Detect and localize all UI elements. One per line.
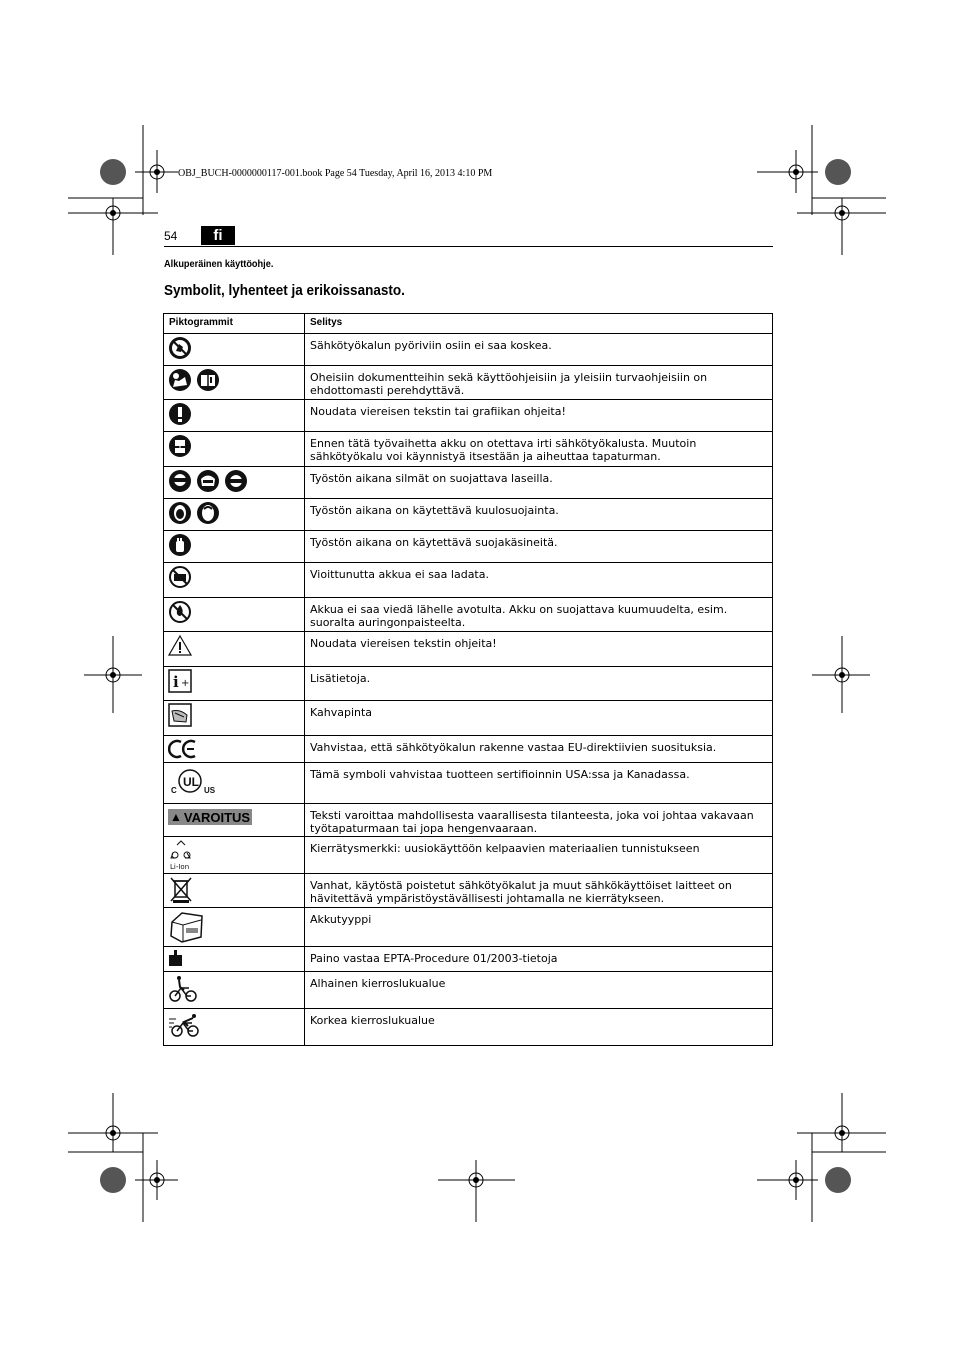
warning-triangle-icon <box>168 634 192 658</box>
explanation-cell: Oheisiin dokumentteihin sekä käyttöohjeisiin ja yleisiin turvaohjeisiin on ehdottomasti perehdyttävä. <box>305 366 773 400</box>
table-header-row <box>164 314 773 334</box>
li-ion-text: Li-Ion <box>170 863 190 871</box>
column-header-pictograms: Piktogrammit <box>164 314 305 334</box>
subheading: Alkuperäinen käyttöohje. <box>164 259 274 270</box>
pictogram-cell <box>164 972 305 1009</box>
warning-triangle-icon: ▲ <box>170 810 182 824</box>
no-touch-rotating-icon <box>168 336 192 360</box>
weee-bin-icon <box>168 876 194 904</box>
language-tab: fi <box>201 226 235 245</box>
pictogram-cell <box>164 874 305 908</box>
column-header-explanation: Selitys <box>305 314 773 334</box>
recycle-li-ion-icon <box>168 839 194 871</box>
manual-book-icon <box>196 368 220 392</box>
pictogram-cell <box>164 804 305 837</box>
explanation-cell: Työstön aikana silmät on suojattava laseilla. <box>305 467 773 499</box>
explanation-cell: Akkua ei saa viedä lähelle avotulta. Akku on suojattava kuumuudelta, esim. suoralta auringonpaisteelta. <box>305 598 773 632</box>
explanation-cell: Noudata viereisen tekstin tai grafiikan ohjeita! <box>305 400 773 432</box>
explanation-cell: Tämä symboli vahvistaa tuotteen sertifioinnin USA:ssa ja Kanadassa. <box>305 763 773 804</box>
explanation-cell: Teksti varoittaa mahdollisesta vaarallisesta tilanteesta, joka voi johtaa vakavaan työtapaturmaan tai jopa hengenvaaraan. <box>305 804 773 837</box>
table-row <box>164 874 773 908</box>
table-row <box>164 334 773 366</box>
explanation-cell: Kahvapinta <box>305 701 773 736</box>
gloves-icon <box>168 533 192 557</box>
page-title: Symbolit, lyhenteet ja erikoissanasto. <box>164 282 405 299</box>
symbols-table <box>163 313 773 1046</box>
explanation-cell: Ennen tätä työvaihetta akku on otettava irti sähkötyökalusta. Muutoin sähkötyökalu voi käynnistyä itsestään ja aiheuttaa tapaturman. <box>305 432 773 467</box>
table-row <box>164 667 773 701</box>
battery-pack-icon <box>168 910 204 944</box>
grip-surface-icon <box>168 703 192 727</box>
pictogram-cell <box>164 432 305 467</box>
table-row <box>164 366 773 400</box>
table-row <box>164 736 773 763</box>
table-row <box>164 701 773 736</box>
pictogram-cell <box>164 763 305 804</box>
table-row <box>164 763 773 804</box>
face-shield-icon <box>196 469 220 493</box>
info-plus-icon <box>168 669 192 693</box>
explanation-cell: Työstön aikana on käytettävä suojakäsineitä. <box>305 531 773 563</box>
pictogram-cell <box>164 499 305 531</box>
explanation-cell: Alhainen kierroslukualue <box>305 972 773 1009</box>
explanation-cell: Korkea kierroslukualue <box>305 1009 773 1046</box>
explanation-cell: Vahvistaa, että sähkötyökalun rakenne vastaa EU-direktiivien suosituksia. <box>305 736 773 763</box>
pictogram-cell <box>164 563 305 598</box>
varoitus-text: VAROITUS <box>183 809 251 825</box>
pictogram-cell <box>164 667 305 701</box>
page-number: 54 <box>164 229 178 243</box>
table-row <box>164 467 773 499</box>
exclamation-icon <box>168 402 192 426</box>
explanation-cell: Vanhat, käytöstä poistetut sähkötyökalut ja muut sähkökäyttöiset laitteet on hävitettävä ympäristöystävällisesti johtamalla ne kierrätykseen. <box>305 874 773 908</box>
pictogram-cell <box>164 531 305 563</box>
pictogram-cell <box>164 947 305 972</box>
explanation-cell: Akkutyyppi <box>305 908 773 947</box>
pictogram-cell <box>164 632 305 667</box>
eye-protection-icon <box>168 469 192 493</box>
svg-text:C: C <box>171 786 177 795</box>
pictogram-cell <box>164 598 305 632</box>
remove-battery-icon <box>168 434 192 458</box>
pictogram-cell <box>164 736 305 763</box>
explanation-cell: Vioittunutta akkua ei saa ladata. <box>305 563 773 598</box>
svg-text:UL: UL <box>183 775 199 789</box>
pictogram-cell <box>164 701 305 736</box>
explanation-cell: Paino vastaa EPTA-Procedure 01/2003-tietoja <box>305 947 773 972</box>
table-row <box>164 632 773 667</box>
ce-mark-icon <box>168 738 198 760</box>
table-row <box>164 837 773 874</box>
slow-bicycle-icon <box>168 974 198 1004</box>
no-fire-battery-icon <box>168 600 192 624</box>
explanation-cell: Lisätietoja. <box>305 667 773 701</box>
table-row <box>164 908 773 947</box>
ear-protection-icon <box>168 501 192 525</box>
pictogram-cell <box>164 467 305 499</box>
ear-muffs-icon <box>196 501 220 525</box>
explanation-cell: Kierrätysmerkki: uusiokäyttöön kelpaavien materiaalien tunnistukseen <box>305 837 773 874</box>
table-row <box>164 432 773 467</box>
svg-text:+: + <box>181 678 190 689</box>
table-row <box>164 972 773 1009</box>
table-row <box>164 1009 773 1046</box>
svg-text:i: i <box>173 673 179 691</box>
weight-icon <box>168 949 184 967</box>
svg-text:US: US <box>204 786 216 795</box>
ul-mark-icon <box>168 765 218 799</box>
safety-goggles-icon <box>224 469 248 493</box>
table-row <box>164 531 773 563</box>
varoitus-label <box>168 809 252 825</box>
print-info: OBJ_BUCH-0000000117-001.book Page 54 Tuesday, April 16, 2013 4:10 PM <box>178 168 493 179</box>
pictogram-cell <box>164 1009 305 1046</box>
pictogram-cell <box>164 334 305 366</box>
explanation-cell: Sähkötyökalun pyöriviin osiin ei saa koskea. <box>305 334 773 366</box>
pictogram-cell <box>164 400 305 432</box>
table-row <box>164 804 773 837</box>
pictogram-cell <box>164 837 305 874</box>
pictogram-cell <box>164 366 305 400</box>
table-row <box>164 947 773 972</box>
pictogram-cell <box>164 908 305 947</box>
table-row <box>164 400 773 432</box>
explanation-cell: Noudata viereisen tekstin ohjeita! <box>305 632 773 667</box>
explanation-cell: Työstön aikana on käytettävä kuulosuojainta. <box>305 499 773 531</box>
table-row <box>164 598 773 632</box>
table-row <box>164 499 773 531</box>
header-rule <box>164 246 773 247</box>
read-manual-icon <box>168 368 192 392</box>
no-charge-damaged-battery-icon <box>168 565 192 589</box>
table-row <box>164 563 773 598</box>
fast-bicycle-icon <box>168 1011 202 1039</box>
